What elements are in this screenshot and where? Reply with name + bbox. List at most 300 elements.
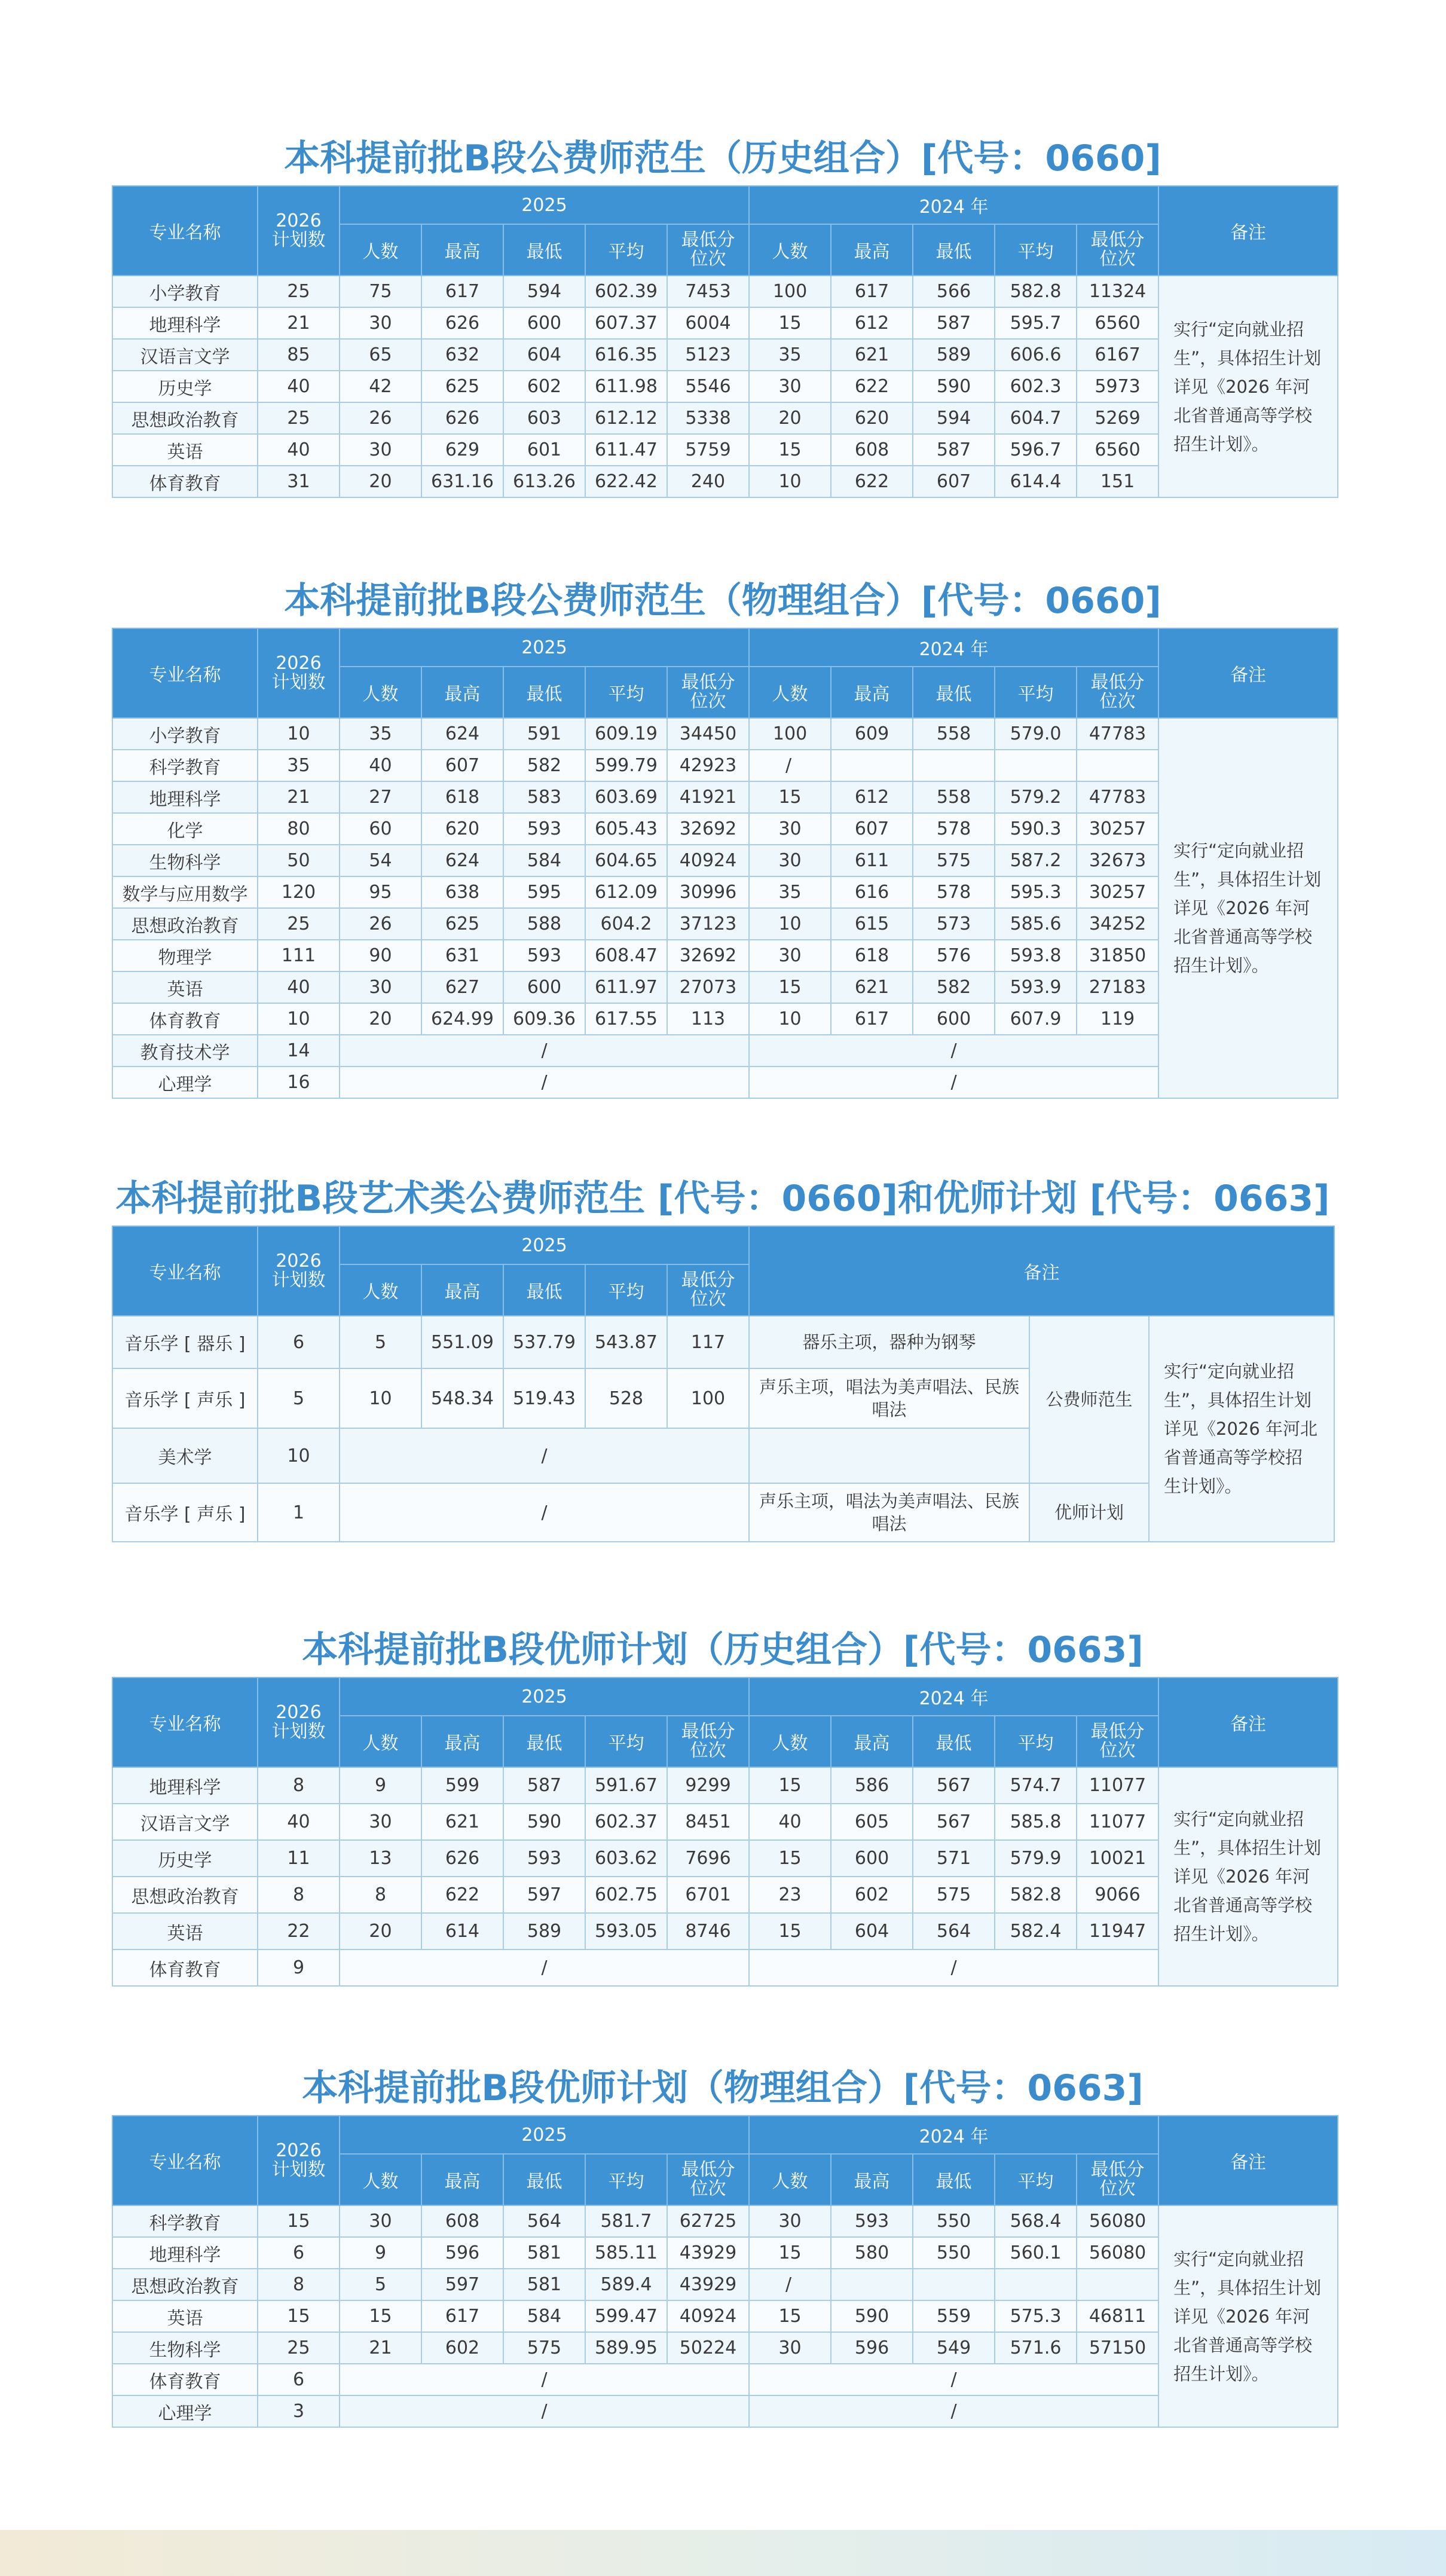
cell: 582.8 bbox=[995, 276, 1077, 307]
cell-requirement: 声乐主项，唱法为美声唱法、民族唱法 bbox=[749, 1368, 1029, 1428]
table-row bbox=[112, 339, 1338, 371]
table-row bbox=[112, 1877, 1338, 1913]
cell: 608 bbox=[831, 434, 913, 466]
header-min: 最低 bbox=[913, 224, 995, 276]
cell: 9 bbox=[340, 2237, 421, 2269]
header-min: 最低 bbox=[913, 2154, 995, 2205]
cell bbox=[831, 750, 913, 781]
header-plan-2026: 2026 计划数 bbox=[258, 628, 340, 718]
cell: 6167 bbox=[1077, 339, 1158, 371]
cell: 611 bbox=[831, 845, 913, 876]
cell: 100 bbox=[749, 276, 831, 307]
cell: 558 bbox=[913, 718, 995, 750]
header-min-rank: 最低分 位次 bbox=[1077, 224, 1158, 276]
cell: 35 bbox=[749, 339, 831, 371]
header-max: 最高 bbox=[421, 1716, 503, 1767]
cell: 607.37 bbox=[585, 307, 667, 339]
cell: 30 bbox=[340, 2205, 421, 2237]
header-max: 最高 bbox=[831, 224, 913, 276]
cell: 85 bbox=[258, 339, 340, 371]
header-min: 最低 bbox=[503, 224, 585, 276]
cell: 数学与应用数学 bbox=[112, 876, 258, 908]
header-min-rank: 最低分 位次 bbox=[667, 2154, 749, 2205]
table-row bbox=[112, 876, 1338, 908]
cell: 心理学 bbox=[112, 2395, 258, 2427]
cell: 613.26 bbox=[503, 466, 585, 497]
cell: 614 bbox=[421, 1913, 503, 1949]
cell-slash: / bbox=[340, 2364, 749, 2395]
cell: 596 bbox=[831, 2332, 913, 2364]
cell: 609.36 bbox=[503, 1003, 585, 1035]
cell: 617 bbox=[831, 276, 913, 307]
cell: 597 bbox=[503, 1877, 585, 1913]
header-year-2025: 2025 bbox=[340, 628, 749, 667]
header-note: 备注 bbox=[1158, 628, 1338, 718]
cell: 20 bbox=[749, 402, 831, 434]
cell-group-label: 公费师范生 bbox=[1029, 1316, 1149, 1483]
cell: 603 bbox=[503, 402, 585, 434]
header-plan-2026: 2026 计划数 bbox=[258, 2116, 340, 2205]
cell: 581 bbox=[503, 2237, 585, 2269]
cell: 589.4 bbox=[585, 2269, 667, 2300]
cell: 582 bbox=[913, 971, 995, 1003]
cell: 10 bbox=[258, 718, 340, 750]
cell: 604.7 bbox=[995, 402, 1077, 434]
cell: 564 bbox=[913, 1913, 995, 1949]
cell: 6 bbox=[258, 2364, 340, 2395]
cell: 30 bbox=[749, 2205, 831, 2237]
cell: 618 bbox=[831, 940, 913, 971]
header-major: 专业名称 bbox=[112, 1226, 258, 1316]
cell: 体育教育 bbox=[112, 1949, 258, 1986]
cell: 6701 bbox=[667, 1877, 749, 1913]
header-max: 最高 bbox=[421, 1264, 503, 1316]
cell: 历史学 bbox=[112, 371, 258, 402]
cell: 43929 bbox=[667, 2269, 749, 2300]
cell: 612 bbox=[831, 307, 913, 339]
cell: 578 bbox=[913, 813, 995, 845]
cell: 595.7 bbox=[995, 307, 1077, 339]
cell: 590.3 bbox=[995, 813, 1077, 845]
cell: 14 bbox=[258, 1035, 340, 1067]
cell: 614.4 bbox=[995, 466, 1077, 497]
cell: 47783 bbox=[1077, 718, 1158, 750]
note-cell: 实行“定向就业招生”，具体招生计划详见《2026 年河北省普通高等学校招生计划》。 bbox=[1158, 718, 1338, 1098]
table-row bbox=[112, 845, 1338, 876]
cell-requirement: 声乐主项，唱法为美声唱法、民族唱法 bbox=[749, 1483, 1029, 1542]
cell: 624.99 bbox=[421, 1003, 503, 1035]
header-major: 专业名称 bbox=[112, 2116, 258, 2205]
cell: 586 bbox=[831, 1767, 913, 1804]
cell: 26 bbox=[340, 402, 421, 434]
cell: 519.43 bbox=[503, 1368, 585, 1428]
cell: 601 bbox=[503, 434, 585, 466]
header-year-2025: 2025 bbox=[340, 186, 749, 224]
cell: 11077 bbox=[1077, 1767, 1158, 1804]
table-row bbox=[112, 940, 1338, 971]
cell: 571.6 bbox=[995, 2332, 1077, 2364]
cell: 609.19 bbox=[585, 718, 667, 750]
cell: 578 bbox=[913, 876, 995, 908]
cell: 617.55 bbox=[585, 1003, 667, 1035]
cell-group-label: 优师计划 bbox=[1029, 1483, 1149, 1542]
cell: 604.2 bbox=[585, 908, 667, 940]
table-row bbox=[112, 402, 1338, 434]
cell-slash: / bbox=[749, 1067, 1158, 1098]
cell: 602.3 bbox=[995, 371, 1077, 402]
section-title: 本科提前批B段艺术类公费师范生 [代号：0660]和优师计划 [代号：0663] bbox=[115, 1178, 1330, 1220]
cell: 30 bbox=[749, 371, 831, 402]
cell: 10 bbox=[258, 1428, 340, 1483]
cell: 6 bbox=[258, 1316, 340, 1368]
cell: 15 bbox=[749, 307, 831, 339]
cell: 40 bbox=[258, 1804, 340, 1840]
cell: 56080 bbox=[1077, 2237, 1158, 2269]
cell: 15 bbox=[749, 781, 831, 813]
cell: 26 bbox=[340, 908, 421, 940]
table-row bbox=[112, 371, 1338, 402]
cell: 575 bbox=[913, 1877, 995, 1913]
cell: 575.3 bbox=[995, 2300, 1077, 2332]
header-min: 最低 bbox=[913, 667, 995, 718]
table-row bbox=[112, 2205, 1338, 2237]
cell: 5 bbox=[258, 1368, 340, 1428]
cell: 608 bbox=[421, 2205, 503, 2237]
cell: 9 bbox=[340, 1767, 421, 1804]
cell: 585.8 bbox=[995, 1804, 1077, 1840]
cell: 42 bbox=[340, 371, 421, 402]
cell: 607 bbox=[831, 813, 913, 845]
section-history-0663 bbox=[112, 1623, 1334, 1987]
cell: 621 bbox=[421, 1804, 503, 1840]
table-body bbox=[112, 718, 1338, 1098]
cell: 30996 bbox=[667, 876, 749, 908]
table-row bbox=[112, 2395, 1338, 2427]
cell: 56080 bbox=[1077, 2205, 1158, 2237]
cell: 151 bbox=[1077, 466, 1158, 497]
header-min-rank: 最低分 位次 bbox=[667, 224, 749, 276]
cell: 21 bbox=[258, 307, 340, 339]
cell: 62725 bbox=[667, 2205, 749, 2237]
header-avg: 平均 bbox=[585, 2154, 667, 2205]
cell: 612.09 bbox=[585, 876, 667, 908]
cell: 605.43 bbox=[585, 813, 667, 845]
cell: 英语 bbox=[112, 1913, 258, 1949]
cell: 30 bbox=[340, 1804, 421, 1840]
cell: 631 bbox=[421, 940, 503, 971]
header-count: 人数 bbox=[340, 1264, 421, 1316]
cell: 30 bbox=[749, 2332, 831, 2364]
cell: 9299 bbox=[667, 1767, 749, 1804]
cell: 25 bbox=[258, 2332, 340, 2364]
note-cell: 实行“定向就业招生”，具体招生计划详见《2026 年河北省普通高等学校招生计划》。 bbox=[1158, 276, 1338, 497]
cell: 583 bbox=[503, 781, 585, 813]
cell: 15 bbox=[749, 971, 831, 1003]
cell: 15 bbox=[258, 2205, 340, 2237]
footer-gradient-bar bbox=[0, 2530, 1446, 2576]
section-physics-0660 bbox=[112, 574, 1334, 1099]
cell: 594 bbox=[503, 276, 585, 307]
cell: 3 bbox=[258, 2395, 340, 2427]
cell: 生物科学 bbox=[112, 845, 258, 876]
cell bbox=[913, 2269, 995, 2300]
cell: 567 bbox=[913, 1767, 995, 1804]
cell: 50224 bbox=[667, 2332, 749, 2364]
header-avg: 平均 bbox=[585, 224, 667, 276]
cell: 618 bbox=[421, 781, 503, 813]
header-min-rank: 最低分 位次 bbox=[667, 667, 749, 718]
header-count: 人数 bbox=[340, 2154, 421, 2205]
table-row bbox=[112, 1067, 1338, 1098]
cell: 600 bbox=[913, 1003, 995, 1035]
cell: 632 bbox=[421, 339, 503, 371]
cell-slash: / bbox=[340, 2395, 749, 2427]
cell: 607 bbox=[913, 466, 995, 497]
cell: 25 bbox=[258, 908, 340, 940]
header-year-2024: 2024 年 bbox=[749, 628, 1158, 667]
cell-slash: / bbox=[340, 1035, 749, 1067]
cell: 638 bbox=[421, 876, 503, 908]
header-year-2025: 2025 bbox=[340, 1226, 749, 1264]
header-count: 人数 bbox=[749, 2154, 831, 2205]
cell bbox=[995, 750, 1077, 781]
table-row bbox=[112, 2300, 1338, 2332]
header-avg: 平均 bbox=[585, 667, 667, 718]
cell: 30 bbox=[749, 940, 831, 971]
header-min: 最低 bbox=[503, 667, 585, 718]
table-row bbox=[112, 1767, 1338, 1804]
cell: 579.2 bbox=[995, 781, 1077, 813]
cell: 612.12 bbox=[585, 402, 667, 434]
cell: 小学教育 bbox=[112, 276, 258, 307]
header-row bbox=[112, 2116, 1338, 2154]
table-row bbox=[112, 1003, 1338, 1035]
table-body bbox=[112, 276, 1338, 497]
cell: 15 bbox=[749, 1840, 831, 1877]
cell: 90 bbox=[340, 940, 421, 971]
cell: 611.98 bbox=[585, 371, 667, 402]
header-note: 备注 bbox=[749, 1226, 1334, 1316]
table-row bbox=[112, 2269, 1338, 2300]
cell: 593.05 bbox=[585, 1913, 667, 1949]
table-row bbox=[112, 750, 1338, 781]
cell: 30 bbox=[340, 307, 421, 339]
cell: 600 bbox=[503, 971, 585, 1003]
header-max: 最高 bbox=[421, 224, 503, 276]
cell: 582.8 bbox=[995, 1877, 1077, 1913]
cell: 596.7 bbox=[995, 434, 1077, 466]
cell bbox=[913, 750, 995, 781]
cell: 581 bbox=[503, 2269, 585, 2300]
cell: 560.1 bbox=[995, 2237, 1077, 2269]
cell: 6560 bbox=[1077, 307, 1158, 339]
note-cell: 实行“定向就业招生”，具体招生计划详见《2026 年河北省普通高等学校招生计划》。 bbox=[1149, 1316, 1334, 1542]
header-major: 专业名称 bbox=[112, 628, 258, 718]
cell: 587 bbox=[503, 1767, 585, 1804]
cell: 575 bbox=[913, 845, 995, 876]
table-row bbox=[112, 718, 1338, 750]
header-count: 人数 bbox=[340, 224, 421, 276]
header-avg: 平均 bbox=[995, 667, 1077, 718]
cell: 581.7 bbox=[585, 2205, 667, 2237]
cell: 625 bbox=[421, 908, 503, 940]
cell: 25 bbox=[258, 276, 340, 307]
cell: 593 bbox=[503, 1840, 585, 1877]
cell: 57150 bbox=[1077, 2332, 1158, 2364]
cell: 60 bbox=[340, 813, 421, 845]
header-min-rank: 最低分 位次 bbox=[1077, 667, 1158, 718]
header-major: 专业名称 bbox=[112, 186, 258, 276]
table-body bbox=[112, 1767, 1338, 1986]
cell: 地理科学 bbox=[112, 307, 258, 339]
cell: 612 bbox=[831, 781, 913, 813]
cell: 31 bbox=[258, 466, 340, 497]
cell: 40924 bbox=[667, 2300, 749, 2332]
table-header bbox=[112, 186, 1338, 276]
header-row bbox=[112, 1226, 1334, 1264]
cell: 111 bbox=[258, 940, 340, 971]
cell: 576 bbox=[913, 940, 995, 971]
cell: 605 bbox=[831, 1804, 913, 1840]
header-row bbox=[112, 186, 1338, 224]
cell: 591.67 bbox=[585, 1767, 667, 1804]
cell: 30 bbox=[749, 813, 831, 845]
cell: 602 bbox=[831, 1877, 913, 1913]
cell: 590 bbox=[831, 2300, 913, 2332]
cell: 1 bbox=[258, 1483, 340, 1542]
cell: 593 bbox=[831, 2205, 913, 2237]
cell: 604 bbox=[831, 1913, 913, 1949]
section-title: 本科提前批B段优师计划（历史组合）[代号：0663] bbox=[302, 1629, 1144, 1671]
cell: 27183 bbox=[1077, 971, 1158, 1003]
cell: 10 bbox=[749, 1003, 831, 1035]
cell: 620 bbox=[831, 402, 913, 434]
table-row bbox=[112, 2237, 1338, 2269]
cell: 英语 bbox=[112, 971, 258, 1003]
note-cell: 实行“定向就业招生”，具体招生计划详见《2026 年河北省普通高等学校招生计划》。 bbox=[1158, 2205, 1338, 2427]
cell: 科学教育 bbox=[112, 2205, 258, 2237]
cell: 15 bbox=[749, 2237, 831, 2269]
cell: 8 bbox=[258, 1767, 340, 1804]
section-title: 本科提前批B段公费师范生（物理组合）[代号：0660] bbox=[284, 580, 1161, 622]
cell: 5 bbox=[340, 1316, 421, 1368]
cell: 568.4 bbox=[995, 2205, 1077, 2237]
cell: 548.34 bbox=[421, 1368, 503, 1428]
cell: 体育教育 bbox=[112, 1003, 258, 1035]
cell: 地理科学 bbox=[112, 2237, 258, 2269]
cell-slash: / bbox=[749, 2364, 1158, 2395]
cell: 21 bbox=[258, 781, 340, 813]
cell: 32692 bbox=[667, 940, 749, 971]
header-row bbox=[112, 1677, 1338, 1716]
cell: 617 bbox=[421, 276, 503, 307]
cell: 606.6 bbox=[995, 339, 1077, 371]
section-physics-0663 bbox=[112, 2061, 1334, 2428]
cell-slash: / bbox=[340, 1428, 749, 1483]
cell: 40924 bbox=[667, 845, 749, 876]
cell: 622.42 bbox=[585, 466, 667, 497]
table-header bbox=[112, 2116, 1338, 2205]
cell: 8 bbox=[258, 2269, 340, 2300]
cell: 5123 bbox=[667, 339, 749, 371]
cell: 617 bbox=[831, 1003, 913, 1035]
header-note: 备注 bbox=[1158, 186, 1338, 276]
cell: 34252 bbox=[1077, 908, 1158, 940]
cell: 615 bbox=[831, 908, 913, 940]
cell: 40 bbox=[258, 971, 340, 1003]
cell: 30257 bbox=[1077, 876, 1158, 908]
cell: 550 bbox=[913, 2205, 995, 2237]
cell: 622 bbox=[831, 371, 913, 402]
cell: 590 bbox=[503, 1804, 585, 1840]
cell: 602.37 bbox=[585, 1804, 667, 1840]
header-min: 最低 bbox=[503, 2154, 585, 2205]
cell: 物理学 bbox=[112, 940, 258, 971]
cell: 603.69 bbox=[585, 781, 667, 813]
cell bbox=[1077, 750, 1158, 781]
cell: 5 bbox=[340, 2269, 421, 2300]
cell: 5546 bbox=[667, 371, 749, 402]
cell: 20 bbox=[340, 1913, 421, 1949]
cell: 604.65 bbox=[585, 845, 667, 876]
section-title: 本科提前批B段优师计划（物理组合）[代号：0663] bbox=[302, 2067, 1144, 2109]
header-avg: 平均 bbox=[585, 1716, 667, 1767]
header-plan-2026: 2026 计划数 bbox=[258, 1226, 340, 1316]
cell: 37123 bbox=[667, 908, 749, 940]
cell: 20 bbox=[340, 466, 421, 497]
cell: 6 bbox=[258, 2237, 340, 2269]
cell: 9 bbox=[258, 1949, 340, 1986]
table-header bbox=[112, 1226, 1334, 1316]
cell: 11 bbox=[258, 1840, 340, 1877]
cell: 611.47 bbox=[585, 434, 667, 466]
cell: 11324 bbox=[1077, 276, 1158, 307]
cell: 15 bbox=[749, 2300, 831, 2332]
cell: 575 bbox=[503, 2332, 585, 2364]
cell: 65 bbox=[340, 339, 421, 371]
admission-table bbox=[112, 2115, 1338, 2428]
header-year-2025: 2025 bbox=[340, 2116, 749, 2154]
cell: 574.7 bbox=[995, 1767, 1077, 1804]
cell: 54 bbox=[340, 845, 421, 876]
cell: 602.39 bbox=[585, 276, 667, 307]
cell: 551.09 bbox=[421, 1316, 503, 1368]
cell: 教育技术学 bbox=[112, 1035, 258, 1067]
header-note: 备注 bbox=[1158, 1677, 1338, 1767]
header-max: 最高 bbox=[831, 1716, 913, 1767]
cell: 8746 bbox=[667, 1913, 749, 1949]
cell: 化学 bbox=[112, 813, 258, 845]
header-avg: 平均 bbox=[995, 1716, 1077, 1767]
cell: 15 bbox=[749, 1913, 831, 1949]
cell: 582 bbox=[503, 750, 585, 781]
cell: 593.9 bbox=[995, 971, 1077, 1003]
cell: 567 bbox=[913, 1804, 995, 1840]
header-count: 人数 bbox=[749, 1716, 831, 1767]
table-row bbox=[112, 1316, 1334, 1368]
cell: 汉语言文学 bbox=[112, 1804, 258, 1840]
header-count: 人数 bbox=[749, 667, 831, 718]
cell bbox=[749, 1428, 1029, 1483]
header-avg: 平均 bbox=[995, 2154, 1077, 2205]
cell: 616 bbox=[831, 876, 913, 908]
cell: 40 bbox=[340, 750, 421, 781]
cell: 593 bbox=[503, 813, 585, 845]
cell: 80 bbox=[258, 813, 340, 845]
cell: 117 bbox=[667, 1316, 749, 1368]
cell: 600 bbox=[503, 307, 585, 339]
cell: 240 bbox=[667, 466, 749, 497]
